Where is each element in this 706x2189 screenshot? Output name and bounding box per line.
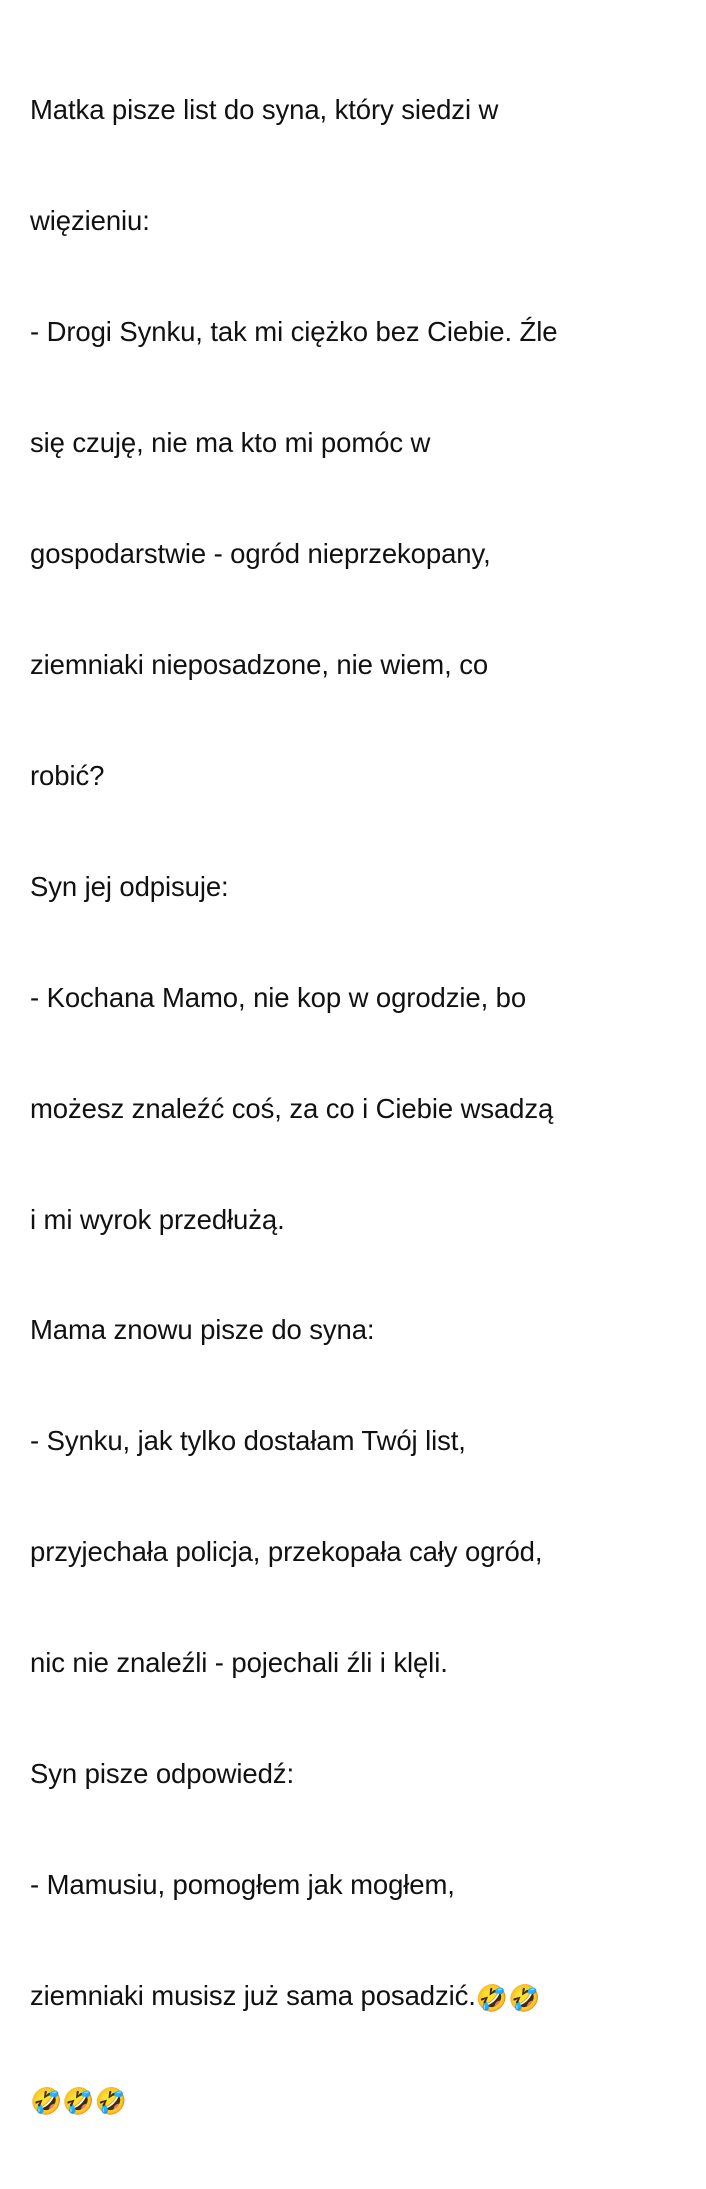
text-line: ziemniaki musisz już sama posadzić. bbox=[30, 1980, 476, 2012]
text-line: Syn jej odpisuje: bbox=[30, 870, 229, 902]
text-line: - Kochana Mamo, nie kop w ogrodzie, bo bbox=[30, 981, 527, 1013]
text-line: przyjechała policja, przekopała cały ogród, bbox=[30, 1536, 543, 1568]
text-line: - Drogi Synku, tak mi ciężko bez Ciebie. Źle bbox=[30, 315, 558, 347]
text-line-with-emoji bbox=[30, 1978, 692, 2015]
text-line: nic nie znaleźli - pojechali źli i klęli. bbox=[30, 1647, 448, 1679]
rolling-on-the-floor-laughing-emoji: 🤣🤣 bbox=[475, 1984, 541, 2015]
text-line: Matka pisze list do syna, który siedzi w bbox=[30, 93, 499, 125]
text-line: Mama znowu pisze do syna: bbox=[30, 1314, 375, 1346]
text-line: robić? bbox=[30, 759, 105, 791]
rolling-on-the-floor-laughing-emoji-row: 🤣🤣🤣 bbox=[30, 2087, 127, 2118]
text-line: - Synku, jak tylko dostałam Twój list, bbox=[30, 1425, 466, 1457]
text-line: gospodarstwie - ogród nieprzekopany, bbox=[30, 537, 491, 569]
text-line: możesz znaleźć coś, za co i Ciebie wsadzą bbox=[30, 1092, 554, 1124]
joke-text-block bbox=[30, 18, 692, 2189]
text-line: Syn pisze odpowiedź: bbox=[30, 1758, 294, 1790]
text-line: więzieniu: bbox=[30, 204, 150, 236]
text-line: i mi wyrok przedłużą. bbox=[30, 1203, 285, 1235]
text-line: się czuję, nie ma kto mi pomóc w bbox=[30, 426, 431, 458]
text-line: - Mamusiu, pomogłem jak mogłem, bbox=[30, 1869, 455, 1901]
text-line: ziemniaki nieposadzone, nie wiem, co bbox=[30, 648, 489, 680]
